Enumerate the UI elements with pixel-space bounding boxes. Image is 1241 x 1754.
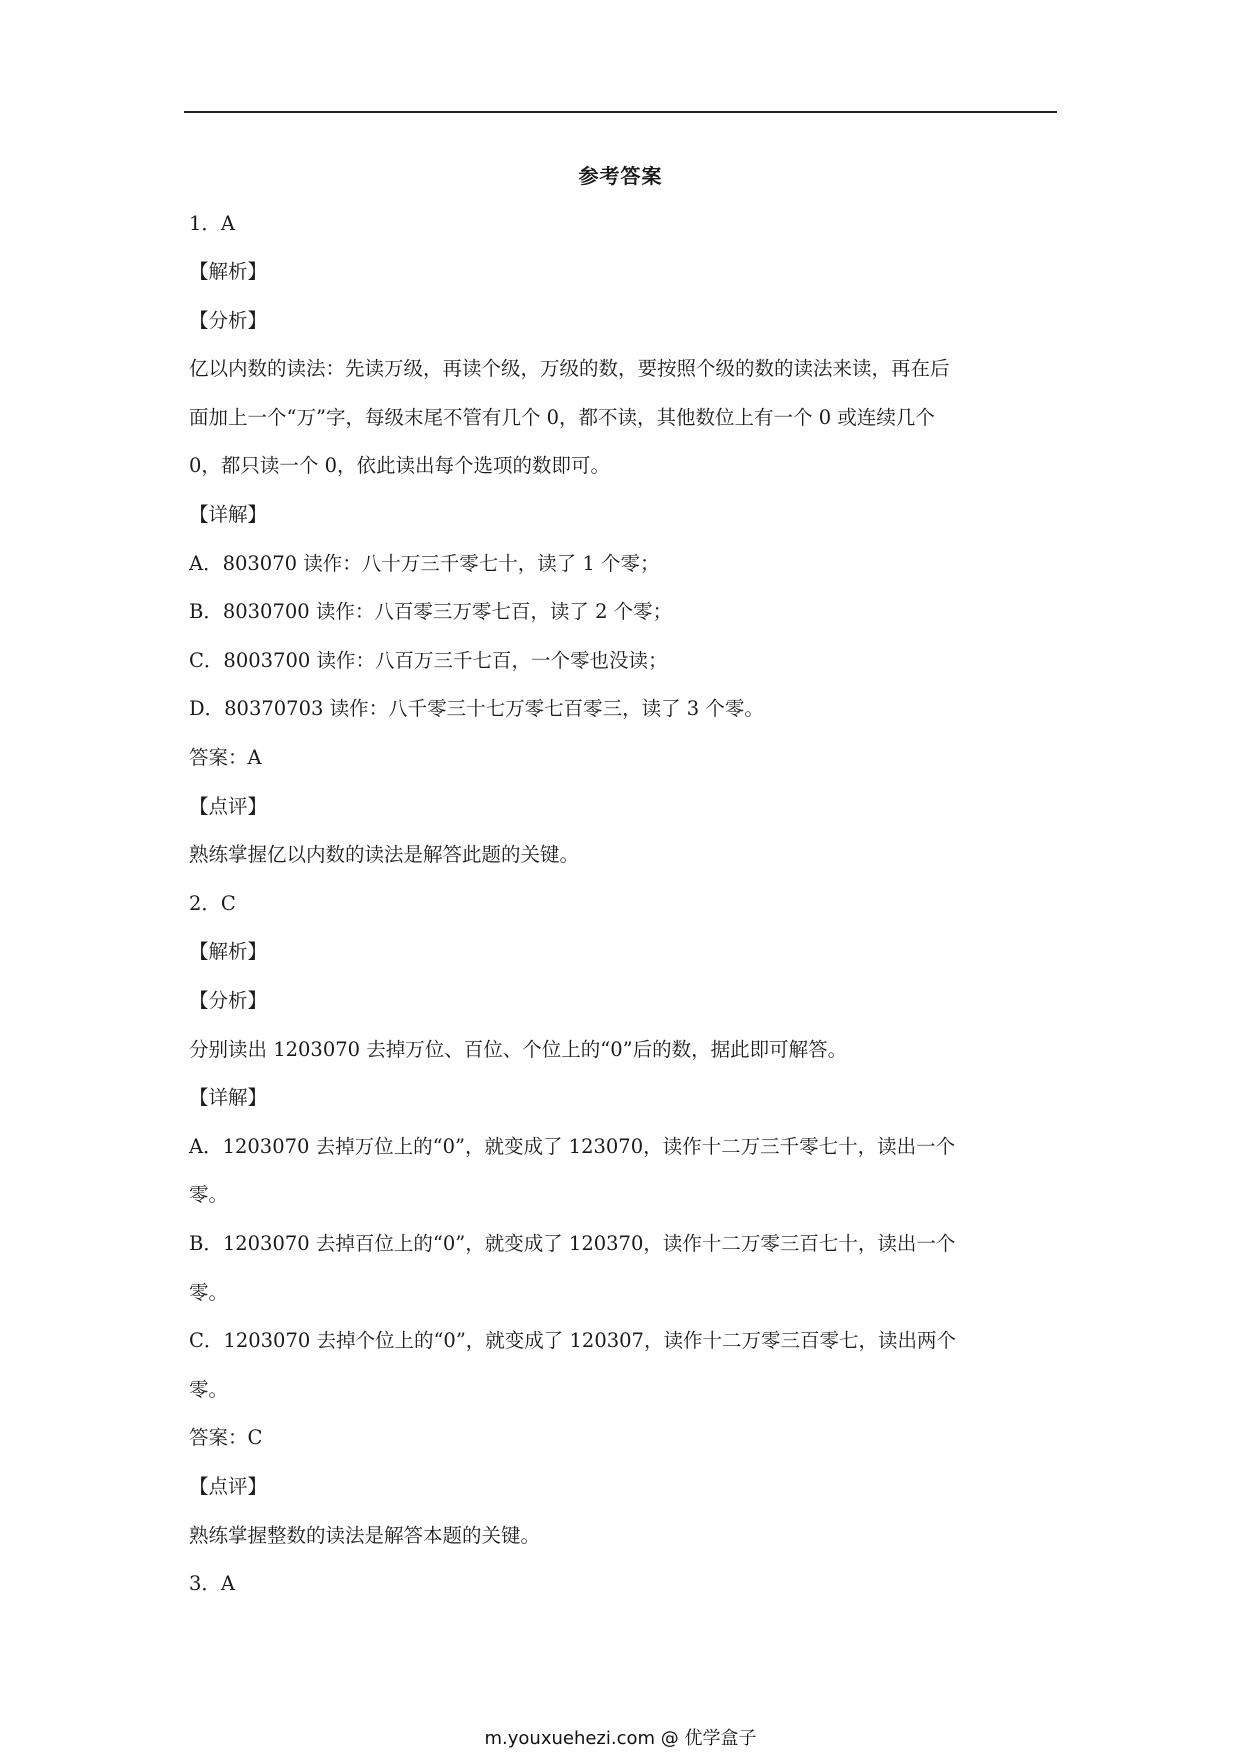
answer-line: 0，都只读一个 0，依此读出每个选项的数即可。 — [189, 454, 611, 477]
answer-line: 【点评】 — [189, 795, 268, 818]
answer-line: 【详解】 — [189, 1086, 268, 1109]
answer-line: A．803070 读作：八十万三千零七十，读了 1 个零； — [189, 552, 660, 575]
answer-line: 答案：C — [189, 1426, 263, 1449]
answer-line: 【点评】 — [189, 1475, 268, 1498]
header-rule — [184, 111, 1057, 113]
answer-line: 【分析】 — [189, 309, 268, 332]
answer-line: 零。 — [189, 1378, 229, 1401]
footer-watermark: m.youxuehezi.com @ 优学盒子 — [484, 1728, 757, 1749]
answer-line: 分别读出 1203070 去掉万位、百位、个位上的“0”后的数，据此即可解答。 — [189, 1038, 848, 1061]
page-title: 参考答案 — [578, 164, 663, 188]
answer-line: C．1203070 去掉个位上的“0”，就变成了 120307，读作十二万零三百零七，读出两个 — [189, 1329, 956, 1352]
answer-line: 零。 — [189, 1281, 229, 1304]
answer-line: 【解析】 — [189, 260, 268, 283]
answer-line: 面加上一个“万”字，每级末尾不管有几个 0，都不读，其他数位上有一个 0 或连续几个 — [189, 406, 935, 429]
answer-line: 【详解】 — [189, 503, 268, 526]
answer-line: 亿以内数的读法：先读万级，再读个级，万级的数，要按照个级的数的读法来读，再在后 — [189, 357, 950, 380]
answer-line: A．1203070 去掉万位上的“0”，就变成了 123070，读作十二万三千零七十，读出一个 — [189, 1135, 956, 1158]
answer-line: C．8003700 读作：八百万三千七百，一个零也没读； — [189, 649, 668, 672]
answer-line: B．1203070 去掉百位上的“0”，就变成了 120370，读作十二万零三百七十，读出一个 — [189, 1232, 956, 1255]
answer-line: 熟练掌握整数的读法是解答本题的关键。 — [189, 1524, 541, 1547]
answer-line: 零。 — [189, 1183, 229, 1206]
answer-line: 【解析】 — [189, 940, 268, 963]
answer-line: D．80370703 读作：八千零三十七万零七百零三，读了 3 个零。 — [189, 697, 764, 720]
answer-line: 熟练掌握亿以内数的读法是解答此题的关键。 — [189, 843, 580, 866]
answer-line: 1．A — [189, 212, 235, 235]
answer-line: B．8030700 读作：八百零三万零七百，读了 2 个零； — [189, 600, 673, 623]
answer-line: 3．A — [189, 1572, 235, 1595]
answer-line: 【分析】 — [189, 989, 268, 1012]
answer-line: 2．C — [189, 892, 236, 915]
answer-line: 答案：A — [189, 746, 262, 769]
